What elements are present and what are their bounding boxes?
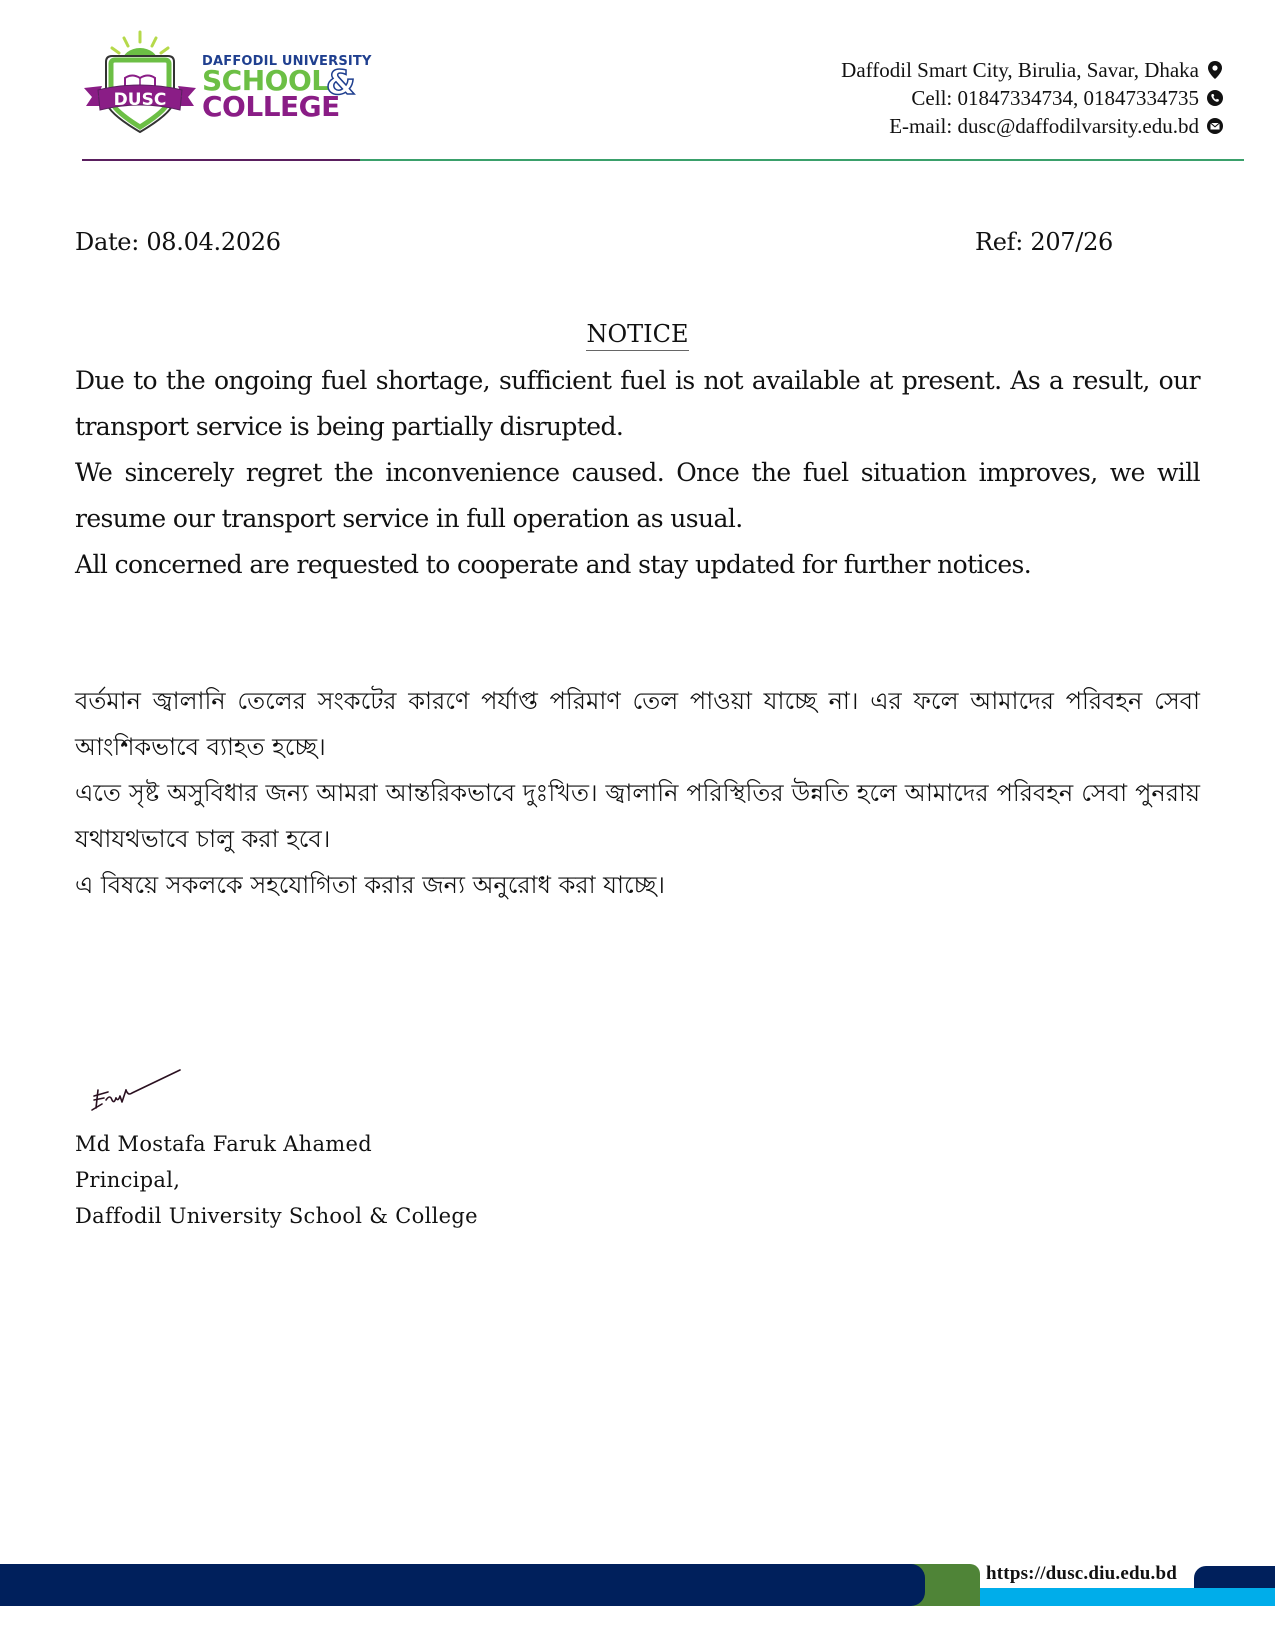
signatory-institution: Daffodil University School & College xyxy=(75,1204,478,1228)
notice-title xyxy=(0,320,1275,348)
dusc-crest-icon xyxy=(80,28,200,140)
contact-email xyxy=(841,112,1223,140)
notice-ref: Ref: 207/26 xyxy=(975,228,1114,256)
footer-website-link[interactable]: https://dusc.diu.edu.bd xyxy=(986,1563,1177,1584)
signature-image xyxy=(90,1060,190,1115)
contact-address xyxy=(841,56,1223,84)
contact-block xyxy=(841,56,1223,140)
signatory-designation: Principal, xyxy=(75,1168,181,1192)
logo-line-school: SCHOOL xyxy=(202,64,329,97)
logo-ampersand: & xyxy=(326,63,356,103)
english-paragraph: All concerned are requested to cooperate and stay updated for further notices. xyxy=(75,550,1032,579)
logo-line-college: COLLEGE xyxy=(202,90,340,123)
notice-body-english xyxy=(75,358,1200,588)
contact-cell xyxy=(841,84,1223,112)
header-rule-purple xyxy=(82,159,360,161)
bengali-paragraph: এতে সৃষ্ট অসুবিধার জন্য আমরা আন্তরিকভাবে দুঃখিত। জ্বালানি পরিস্থিতির উন্নতি হলে আমাদের পরিবহন সেবা পুনরায় যথাযথভাবে চালু করা হবে। xyxy=(75,779,1200,853)
cell-text: Cell: 01847334734, 01847334735 xyxy=(911,86,1199,110)
email-text[interactable]: E-mail: dusc@daffodilvarsity.edu.bd xyxy=(889,114,1199,138)
svg-text:DUSC: DUSC xyxy=(113,90,167,110)
address-text: Daffodil Smart City, Birulia, Savar, Dhaka xyxy=(841,58,1199,82)
header-rule-green xyxy=(360,159,1244,161)
footer-band-navy-right xyxy=(1194,1566,1275,1588)
signatory-name: Md Mostafa Faruk Ahamed xyxy=(75,1132,372,1156)
signatory-block xyxy=(75,1126,478,1234)
english-paragraph: We sincerely regret the inconvenience caused. Once the fuel situation improves, we will resume our transport service in full operation as usual. xyxy=(75,458,1200,533)
footer-band-navy xyxy=(0,1564,925,1606)
bengali-paragraph: এ বিষয়ে সকলকে সহযোগিতা করার জন্য অনুরোধ করা যাচ্ছে। xyxy=(75,871,665,899)
phone-icon xyxy=(1207,90,1223,106)
notice-body-bengali xyxy=(75,678,1200,908)
logo-line-university: DAFFODIL UNIVERSITY xyxy=(202,54,372,69)
notice-date: Date: 08.04.2026 xyxy=(75,228,281,256)
map-pin-icon xyxy=(1207,62,1223,78)
envelope-icon xyxy=(1207,118,1223,134)
notice-title-text: NOTICE xyxy=(586,320,688,351)
bengali-paragraph: বর্তমান জ্বালানি তেলের সংকটের কারণে পর্যাপ্ত পরিমাণ তেল পাওয়া যাচ্ছে না। এর ফলে আমাদের পরিবহন সেবা আংশিকভাবে ব্যাহত হচ্ছে। xyxy=(75,687,1200,761)
english-paragraph: Due to the ongoing fuel shortage, sufficient fuel is not available at present. As a result, our transport service is being partially disrupted. xyxy=(75,366,1200,441)
